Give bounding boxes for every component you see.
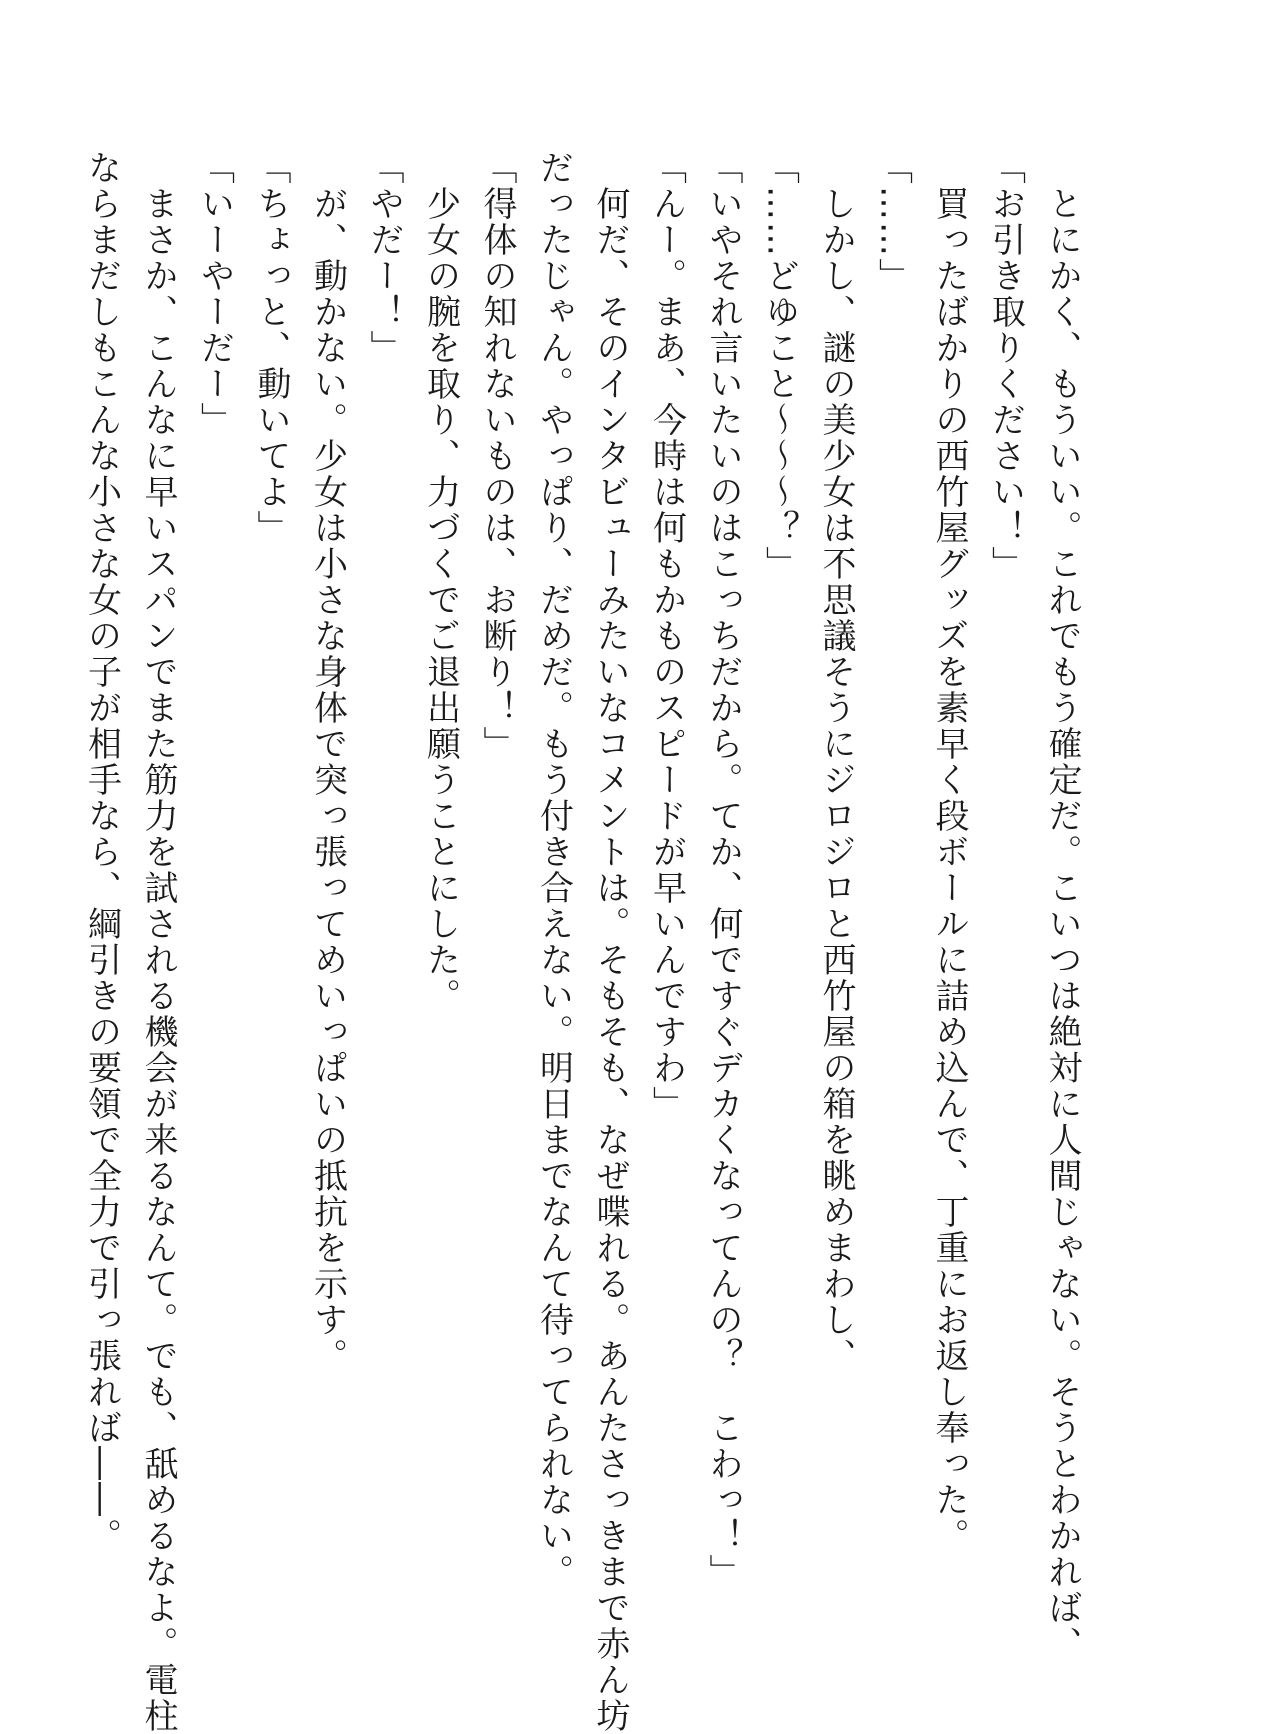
text-line: とにかく、もういい。これでもう確定だ。こいつは絶対に人間じゃない。そうとわかれば、 <box>1042 150 1082 1662</box>
text-line: 「いやそれ言いたいのはこっちだから。てか、何ですぐデカくなってんの？ こわっ！」 <box>703 150 743 1590</box>
vertical-text-block <box>73 150 1090 1734</box>
text-line: 「いーやーだー」 <box>194 150 235 438</box>
text-line: 何だ、そのインタビューみたいなコメントは。そもそも、なぜ喋れる。あんたさっきまで赤ん坊 <box>590 150 630 1734</box>
text-line: まさか、こんなに早いスパンでまた筋力を試される機会が来るなんて。でも、舐めるなよ。電柱 <box>138 150 178 1734</box>
text-line: 「お引き取りください！」 <box>985 150 1026 582</box>
text-line: 「得体の知れないものは、お断り！」 <box>477 150 517 762</box>
text-line: しかし、謎の美少女は不思議そうにジロジロと西竹屋の箱を眺めまわし、 <box>816 150 856 1374</box>
text-line: 「ちょっと、動いてよ」 <box>251 150 291 546</box>
text-line: が、動かない。少女は小さな身体で突っ張ってめいっぱいの抵抗を示す。 <box>307 150 348 1374</box>
text-line: 「んー。まあ、今時は何もかものスピードが早いんですわ」 <box>646 150 687 1122</box>
text-line: 少女の腕を取り、力づくでご退出願うことにした。 <box>420 150 461 1014</box>
text-line: だったじゃん。やっぱり、だめだ。もう付き合えない。明日までなんて待ってられない。 <box>533 150 574 1590</box>
text-line: 「……」 <box>872 150 913 294</box>
text-line: 買ったばかりの西竹屋グッズを素早く段ボールに詰め込んで、丁重にお返し奉った。 <box>929 150 969 1554</box>
text-line: ならまだしもこんな小さな女の子が相手なら、綱引きの要領で全力で引っ張れば――。 <box>81 150 122 1554</box>
text-line: 「やだー！」 <box>364 150 404 366</box>
text-line: 「……どゆこと〜〜〜？」 <box>759 150 800 582</box>
